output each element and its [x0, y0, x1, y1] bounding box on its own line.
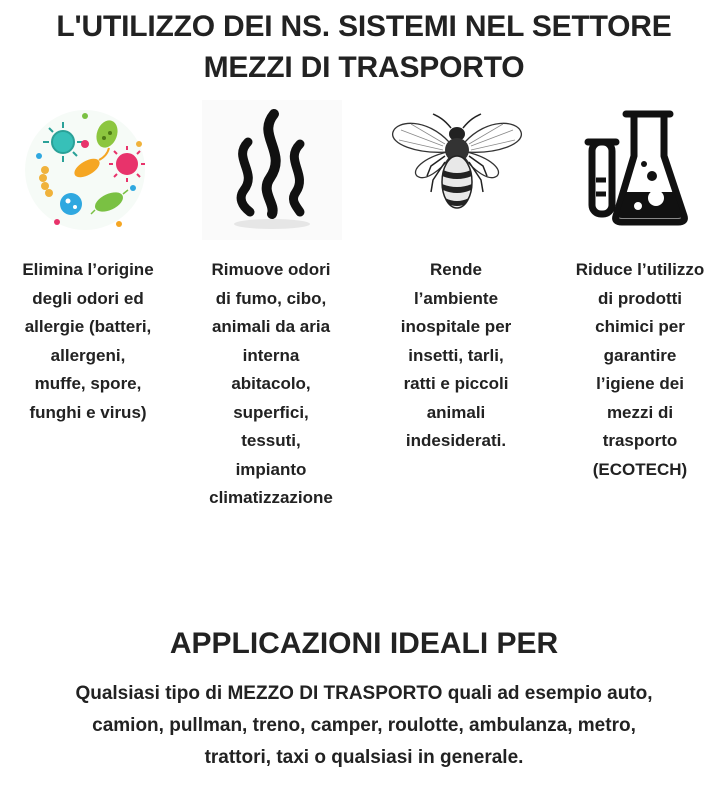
feature-line: impianto: [235, 459, 307, 479]
feature-line: tessuti,: [241, 431, 301, 450]
feature-icons-row: [0, 100, 728, 240]
feature-line: superfici,: [233, 402, 309, 422]
applications-line: trattori, taxi o qualsiasi in generale.: [204, 747, 524, 768]
feature-line: insetti, tarli,: [408, 345, 504, 365]
feature-line: degli odori ed: [32, 288, 144, 308]
feature-line: climatizzazione: [209, 488, 333, 507]
applications-line: camion, pullman, treno, camper, roulotte, ambulanza, metro,: [92, 715, 636, 736]
feature-line: (ECOTECH): [592, 459, 688, 479]
flask-chemical-icon: [572, 100, 712, 240]
feature-text-odor-origin: [8, 256, 168, 427]
feature-line: garantire: [603, 345, 677, 365]
feature-line: chimici per: [595, 317, 685, 336]
applications-description: [0, 678, 728, 774]
feature-line: inospitale per: [400, 317, 512, 336]
feature-line: trasporto: [602, 431, 678, 450]
feature-text-chemical-reduction: [560, 256, 720, 484]
feature-text-odor-removal: [191, 256, 351, 513]
feature-line: Rende: [430, 260, 482, 279]
applications-line: Qualsiasi tipo di MEZZO DI TRASPORTO quali ad esempio auto,: [75, 683, 653, 704]
feature-line: funghi e virus): [29, 402, 147, 422]
page-title-line-2: MEZZI DI TRASPORTO: [203, 51, 525, 84]
bacteria-icon: [15, 100, 155, 240]
feature-line: allergeni,: [50, 345, 126, 365]
feature-line: l’ambiente: [413, 288, 499, 308]
feature-line: Elimina l’origine: [22, 260, 154, 279]
feature-line: animali: [426, 402, 486, 422]
feature-line: animali da aria: [211, 317, 331, 336]
feature-line: di fumo, cibo,: [215, 288, 327, 308]
feature-line: di prodotti: [597, 288, 683, 308]
feature-line: Riduce l’utilizzo: [575, 260, 705, 279]
feature-line: interna: [242, 345, 300, 365]
feature-text-pest-repel: [376, 256, 536, 456]
feature-line: abitacolo,: [231, 374, 311, 393]
bee-insect-icon: [387, 100, 527, 240]
page-title-line-1: L'UTILIZZO DEI NS. SISTEMI NEL SETTORE: [56, 10, 672, 43]
feature-line: l’igiene dei: [596, 374, 684, 393]
feature-line: muffe, spore,: [34, 374, 142, 393]
feature-line: indesiderati.: [405, 431, 507, 450]
feature-line: ratti e piccoli: [403, 374, 509, 393]
feature-line: mezzi di: [606, 402, 674, 422]
feature-line: Rimuove odori: [211, 260, 331, 279]
feature-line: allergie (batteri,: [24, 317, 152, 336]
smoke-odor-icon: [202, 100, 342, 240]
applications-title: APPLICAZIONI IDEALI PER: [169, 627, 559, 660]
page-title: [0, 6, 728, 88]
